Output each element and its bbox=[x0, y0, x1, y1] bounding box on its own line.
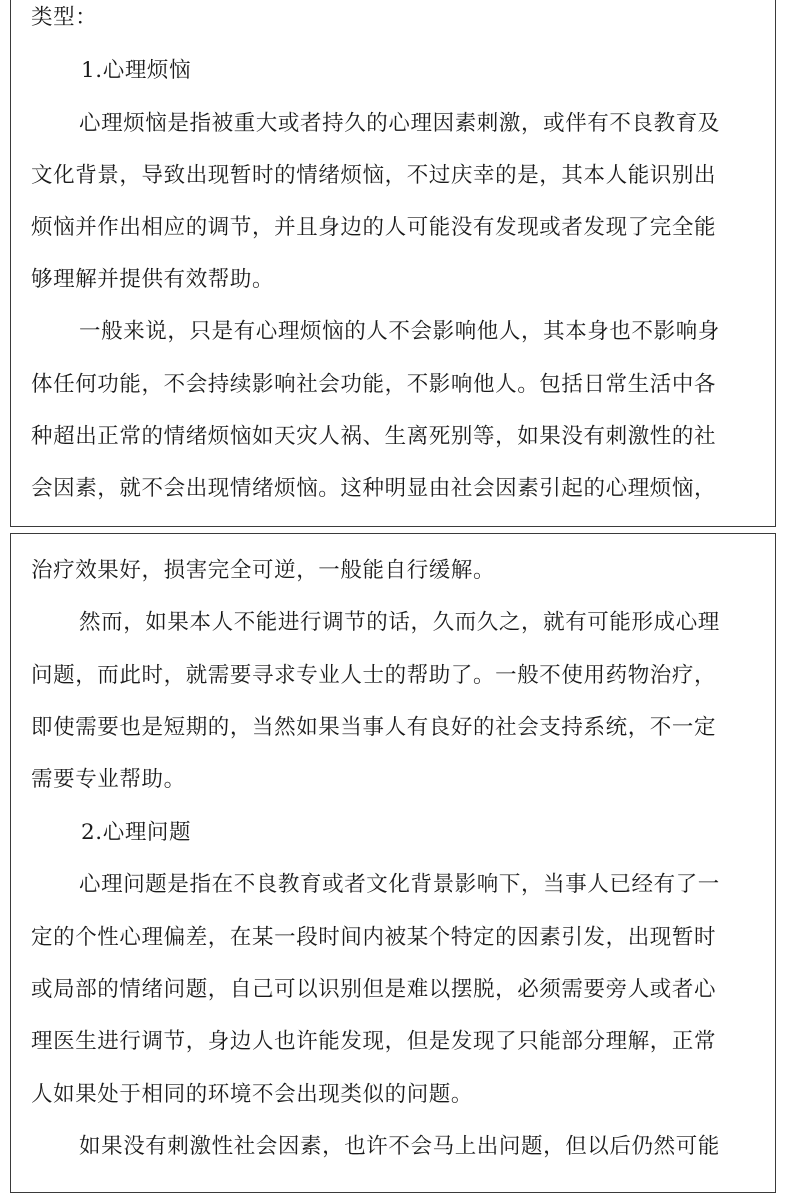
text-line: 然而，如果本人不能进行调节的话，久而久之，就有可能形成心理 bbox=[79, 610, 720, 635]
text-line: 心理烦恼是指被重大或者持久的心理因素刺激，或伴有不良教育及 bbox=[79, 111, 720, 136]
text-line: 如果没有刺激性社会因素，也许不会马上出问题，但以后仍然可能 bbox=[79, 1134, 720, 1159]
text-line: 或局部的情绪问题，自己可以识别但是难以摆脱，必须需要旁人或者心 bbox=[31, 977, 717, 1002]
page-panel-1 bbox=[10, 0, 776, 527]
page-panel-2 bbox=[10, 533, 776, 1193]
text-line: 体任何功能，不会持续影响社会功能，不影响他人。包括日常生活中各 bbox=[31, 372, 717, 397]
text-line: 文化背景，导致出现暂时的情绪烦恼，不过庆幸的是，其本人能识别出 bbox=[31, 163, 717, 188]
section-heading: 2.心理问题 bbox=[81, 820, 192, 845]
text-line: 需要专业帮助。 bbox=[31, 767, 186, 792]
text-line: 类型： bbox=[31, 5, 98, 30]
section-heading: 1.心理烦恼 bbox=[81, 58, 192, 83]
text-line: 人如果处于相同的环境不会出现类似的问题。 bbox=[31, 1082, 474, 1107]
text-line: 心理问题是指在不良教育或者文化背景影响下，当事人已经有了一 bbox=[79, 872, 720, 897]
text-line: 即使需要也是短期的，当然如果当事人有良好的社会支持系统，不一定 bbox=[31, 715, 717, 740]
text-line: 种超出正常的情绪烦恼如天灾人祸、生离死别等，如果没有刺激性的社 bbox=[31, 424, 717, 449]
text-line: 够理解并提供有效帮助。 bbox=[31, 267, 275, 292]
text-line: 定的个性心理偏差，在某一段时间内被某个特定的因素引发，出现暂时 bbox=[31, 925, 717, 950]
text-line: 会因素，就不会出现情绪烦恼。这种明显由社会因素引起的心理烦恼， bbox=[31, 476, 717, 501]
text-line: 治疗效果好，损害完全可逆，一般能自行缓解。 bbox=[31, 558, 496, 583]
text-line: 一般来说，只是有心理烦恼的人不会影响他人，其本身也不影响身 bbox=[79, 319, 720, 344]
text-line: 烦恼并作出相应的调节，并且身边的人可能没有发现或者发现了完全能 bbox=[31, 215, 717, 240]
text-line: 问题，而此时，就需要寻求专业人士的帮助了。一般不使用药物治疗， bbox=[31, 663, 717, 688]
text-line: 理医生进行调节，身边人也许能发现，但是发现了只能部分理解，正常 bbox=[31, 1029, 717, 1054]
